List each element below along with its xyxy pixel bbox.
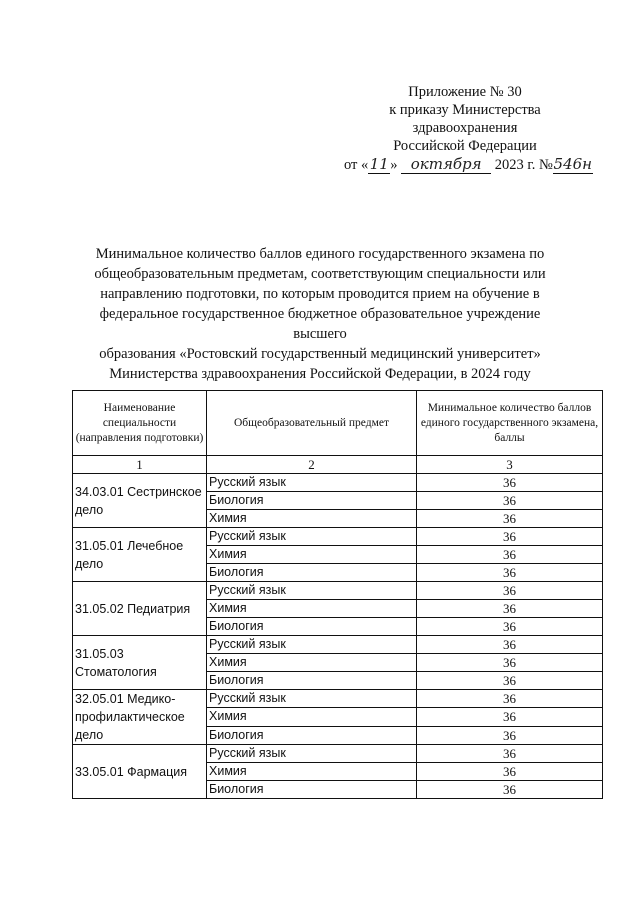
appendix-header — [340, 83, 593, 174]
score-cell: 36 — [417, 492, 603, 510]
column-number: 3 — [417, 456, 603, 474]
subject-cell: Русский язык — [207, 745, 417, 763]
score-cell: 36 — [417, 510, 603, 528]
score-cell: 36 — [417, 654, 603, 672]
table-row — [73, 582, 603, 600]
appendix-number: Приложение № 30 — [408, 84, 522, 100]
specialty-cell: 34.03.01 Сестринское дело — [73, 474, 207, 528]
table-header-row — [73, 391, 603, 456]
column-number: 2 — [207, 456, 417, 474]
header-subject: Общеобразовательный предмет — [207, 391, 417, 456]
appendix-ministry: здравоохранения — [412, 120, 518, 136]
score-cell: 36 — [417, 726, 603, 744]
score-cell: 36 — [417, 474, 603, 492]
order-month: октября — [401, 155, 491, 174]
subject-cell: Биология — [207, 618, 417, 636]
order-date-line — [344, 155, 593, 174]
specialty-cell: 31.05.01 Лечебное дело — [73, 528, 207, 582]
order-year: 2023 г. № — [494, 157, 553, 173]
specialty-cell: 31.05.03 Стоматология — [73, 636, 207, 690]
specialty-cell: 32.05.01 Медико-профилактическое дело — [73, 690, 207, 745]
specialty-cell: 31.05.02 Педиатрия — [73, 582, 207, 636]
subject-cell: Химия — [207, 708, 417, 726]
table-row — [73, 690, 603, 708]
subject-cell: Химия — [207, 763, 417, 781]
column-number: 1 — [73, 456, 207, 474]
score-cell: 36 — [417, 763, 603, 781]
score-cell: 36 — [417, 745, 603, 763]
appendix-federation: Российской Федерации — [393, 138, 537, 154]
title-line: общеобразовательным предметам, соответствующим специальности или — [94, 266, 546, 282]
specialty-cell: 33.05.01 Фармация — [73, 745, 207, 799]
title-line: направлению подготовки, по которым проводится прием на обучение в — [100, 286, 540, 302]
header-score: Минимальное количество баллов единого государственного экзамена, баллы — [417, 391, 603, 456]
score-cell: 36 — [417, 618, 603, 636]
scores-table — [72, 390, 603, 799]
appendix-order-ref: к приказу Министерства — [389, 102, 541, 118]
subject-cell: Русский язык — [207, 582, 417, 600]
subject-cell: Биология — [207, 492, 417, 510]
subject-cell: Русский язык — [207, 636, 417, 654]
title-line: федеральное государственное бюджетное образовательное учреждение высшего — [99, 306, 541, 342]
table-row — [73, 474, 603, 492]
score-cell: 36 — [417, 672, 603, 690]
subject-cell: Химия — [207, 654, 417, 672]
subject-cell: Биология — [207, 781, 417, 799]
score-cell: 36 — [417, 546, 603, 564]
title-line: Министерства здравоохранения Российской Федерации, в 2024 году — [109, 366, 531, 382]
header-specialty: Наименование специальности (направления подготовки) — [73, 391, 207, 456]
title-line: Минимальное количество баллов единого государственного экзамена по — [95, 246, 545, 262]
score-cell: 36 — [417, 600, 603, 618]
subject-cell: Русский язык — [207, 690, 417, 708]
subject-cell: Химия — [207, 510, 417, 528]
score-cell: 36 — [417, 582, 603, 600]
score-cell: 36 — [417, 528, 603, 546]
subject-cell: Биология — [207, 564, 417, 582]
subject-cell: Химия — [207, 546, 417, 564]
subject-cell: Русский язык — [207, 528, 417, 546]
order-mid: » — [390, 157, 398, 173]
subject-cell: Русский язык — [207, 474, 417, 492]
subject-cell: Химия — [207, 600, 417, 618]
score-cell: 36 — [417, 708, 603, 726]
table-row — [73, 528, 603, 546]
document-title — [80, 244, 560, 384]
score-cell: 36 — [417, 636, 603, 654]
score-cell: 36 — [417, 781, 603, 799]
order-prefix: от « — [344, 157, 369, 173]
table-row — [73, 745, 603, 763]
order-day: 11 — [369, 155, 389, 173]
title-line: образования «Ростовский государственный медицинский университет» — [99, 346, 541, 362]
order-number: 546н — [553, 155, 593, 173]
column-number-row — [73, 456, 603, 474]
score-cell: 36 — [417, 564, 603, 582]
score-cell: 36 — [417, 690, 603, 708]
subject-cell: Биология — [207, 672, 417, 690]
table-row — [73, 636, 603, 654]
subject-cell: Биология — [207, 726, 417, 744]
